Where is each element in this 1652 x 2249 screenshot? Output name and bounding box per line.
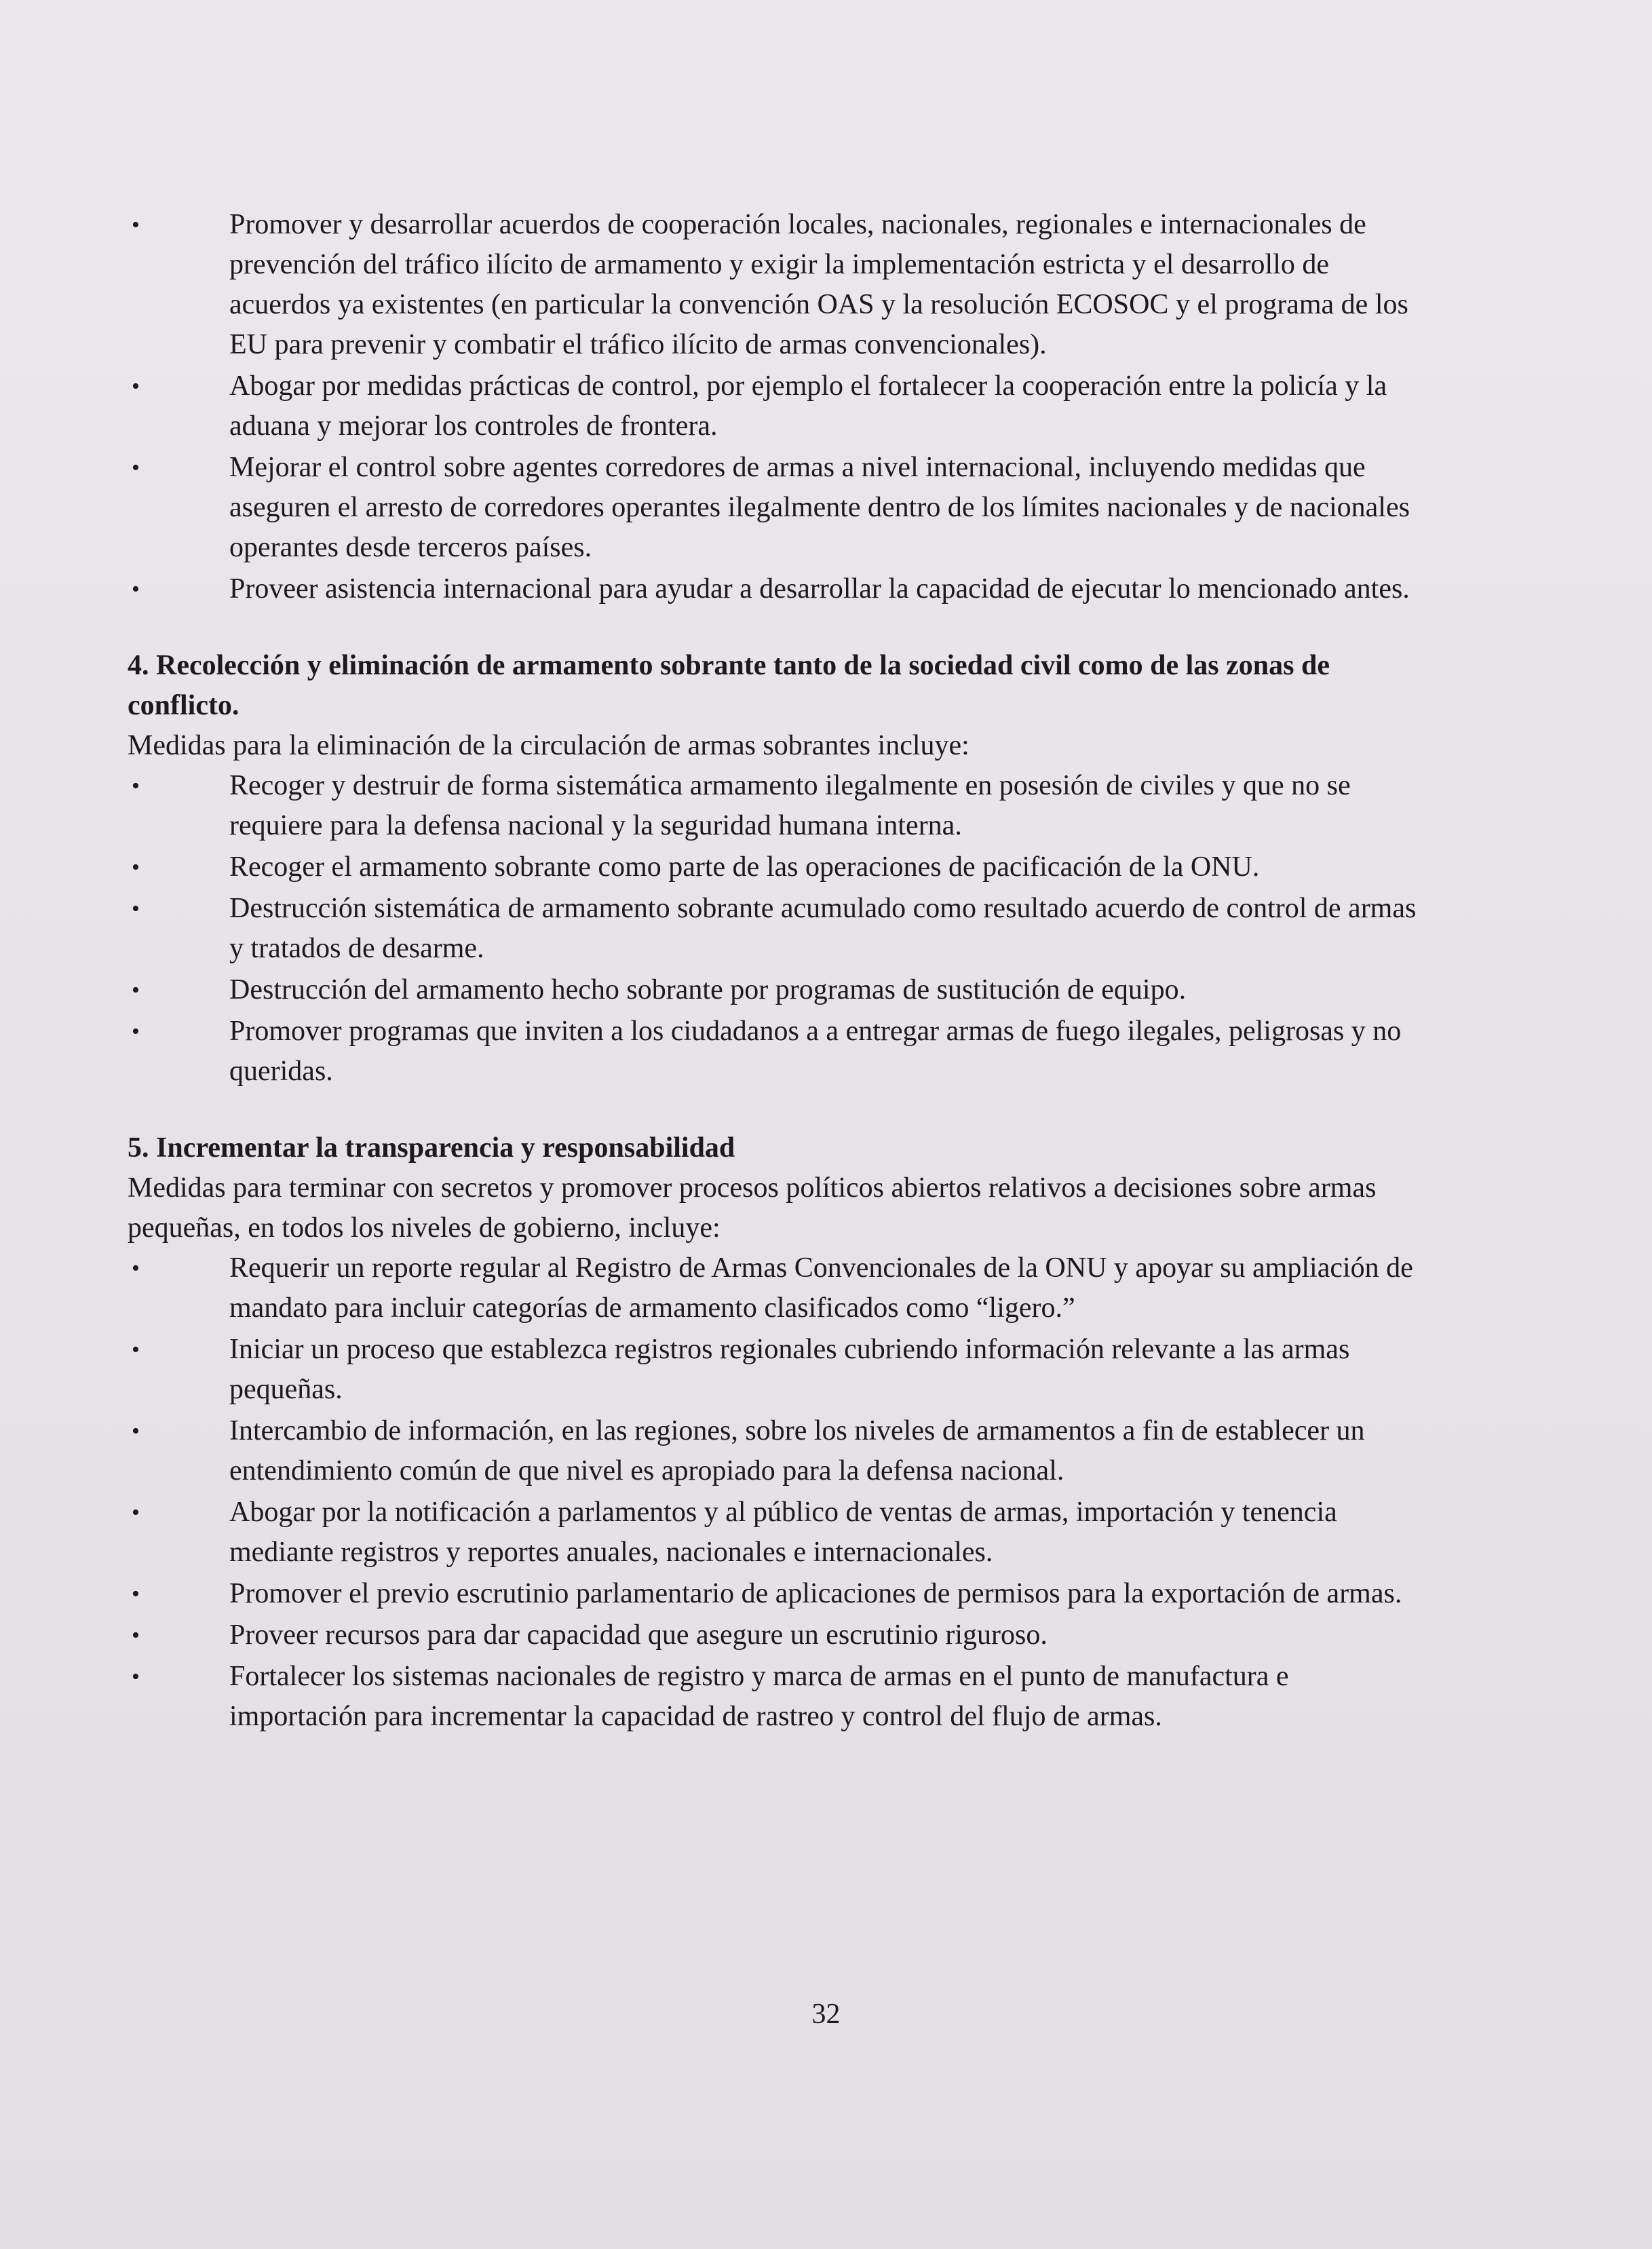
- bullet-icon: •: [132, 1500, 140, 1525]
- list-item: • Mejorar el control sobre agentes corredores de armas a nivel internacional, incluyendo medidas que aseguren el arresto de corredores operantes ilegalmente dentro de los límites nacionales y de nacionales operantes desde terceros países.: [128, 448, 1430, 568]
- section5-list: [128, 1248, 1430, 1737]
- bullet-icon: •: [132, 1419, 140, 1444]
- bullet-icon: •: [132, 855, 140, 880]
- list-item: • Promover y desarrollar acuerdos de cooperación locales, nacionales, regionales e internacionales de prevención del tráfico ilícito de armamento y exigir la implementación estricta y el desarrollo de acuerdos ya existentes (en particular la convención OAS y la resolución ECOSOC y el programa de los EU para prevenir y combatir el tráfico ilícito de armas convencionales).: [128, 205, 1430, 365]
- bullet-icon: •: [132, 896, 140, 921]
- section4-heading: 4. Recolección y eliminación de armamento sobrante tanto de la sociedad civil como de las zonas de conflicto.: [128, 650, 1330, 721]
- list-item: • Promover programas que inviten a los ciudadanos a a entregar armas de fuego ilegales, peligrosas y no queridas.: [128, 1012, 1430, 1092]
- list-item: • Abogar por medidas prácticas de control, por ejemplo el fortalecer la cooperación entre la policía y la aduana y mejorar los controles de frontera.: [128, 366, 1430, 446]
- list-item: • Proveer asistencia internacional para ayudar a desarrollar la capacidad de ejecutar lo mencionado antes.: [128, 569, 1430, 609]
- bullet-icon: •: [132, 1581, 140, 1607]
- bullet-icon: •: [132, 1664, 140, 1689]
- section4-intro: Medidas para la eliminación de la circulación de armas sobrantes incluye:: [128, 730, 969, 761]
- section3-list: [128, 205, 1430, 609]
- bullet-icon: •: [132, 978, 140, 1003]
- section4-list: [128, 766, 1430, 1092]
- section5-intro: Medidas para terminar con secretos y promover procesos políticos abiertos relativos a decisiones sobre armas pequeñas, en todos los niveles de gobierno, incluye:: [128, 1172, 1377, 1244]
- bullet-icon: •: [132, 773, 140, 799]
- list-item: • Proveer recursos para dar capacidad que asegure un escrutinio riguroso.: [128, 1615, 1430, 1655]
- list-item: • Promover el previo escrutinio parlamentario de aplicaciones de permisos para la exportación de armas.: [128, 1574, 1430, 1614]
- bullet-icon: •: [132, 212, 140, 237]
- section5-heading: 5. Incrementar la transparencia y responsabilidad: [128, 1132, 735, 1164]
- list-item: • Fortalecer los sistemas nacionales de registro y marca de armas en el punto de manufactura e importación para incrementar la capacidad de rastreo y control del flujo de armas.: [128, 1657, 1430, 1737]
- bullet-icon: •: [132, 455, 140, 480]
- bullet-icon: •: [132, 1623, 140, 1648]
- list-item: • Iniciar un proceso que establezca registros regionales cubriendo información relevante a las armas pequeñas.: [128, 1330, 1430, 1410]
- list-item: • Recoger el armamento sobrante como parte de las operaciones de pacificación de la ONU.: [128, 847, 1430, 887]
- page-number: 32: [811, 1999, 841, 2030]
- document-body: [128, 205, 1430, 1738]
- list-item: • Destrucción del armamento hecho sobrante por programas de sustitución de equipo.: [128, 970, 1430, 1010]
- bullet-icon: •: [132, 577, 140, 602]
- bullet-icon: •: [132, 1019, 140, 1044]
- bullet-icon: •: [132, 1337, 140, 1362]
- list-item: • Intercambio de información, en las regiones, sobre los niveles de armamentos a fin de establecer un entendimiento común de que nivel es apropiado para la defensa nacional.: [128, 1411, 1430, 1491]
- bullet-icon: •: [132, 374, 140, 399]
- list-item: • Abogar por la notificación a parlamentos y al público de ventas de armas, importación y tenencia mediante registros y reportes anuales, nacionales e internacionales.: [128, 1493, 1430, 1573]
- list-item: • Destrucción sistemática de armamento sobrante acumulado como resultado acuerdo de control de armas y tratados de desarme.: [128, 889, 1430, 969]
- bullet-icon: •: [132, 1256, 140, 1281]
- list-item: • Requerir un reporte regular al Registro de Armas Convencionales de la ONU y apoyar su ampliación de mandato para incluir categorías de armamento clasificados como “ligero.”: [128, 1248, 1430, 1328]
- list-item: • Recoger y destruir de forma sistemática armamento ilegalmente en posesión de civiles y que no se requiere para la defensa nacional y la seguridad humana interna.: [128, 766, 1430, 846]
